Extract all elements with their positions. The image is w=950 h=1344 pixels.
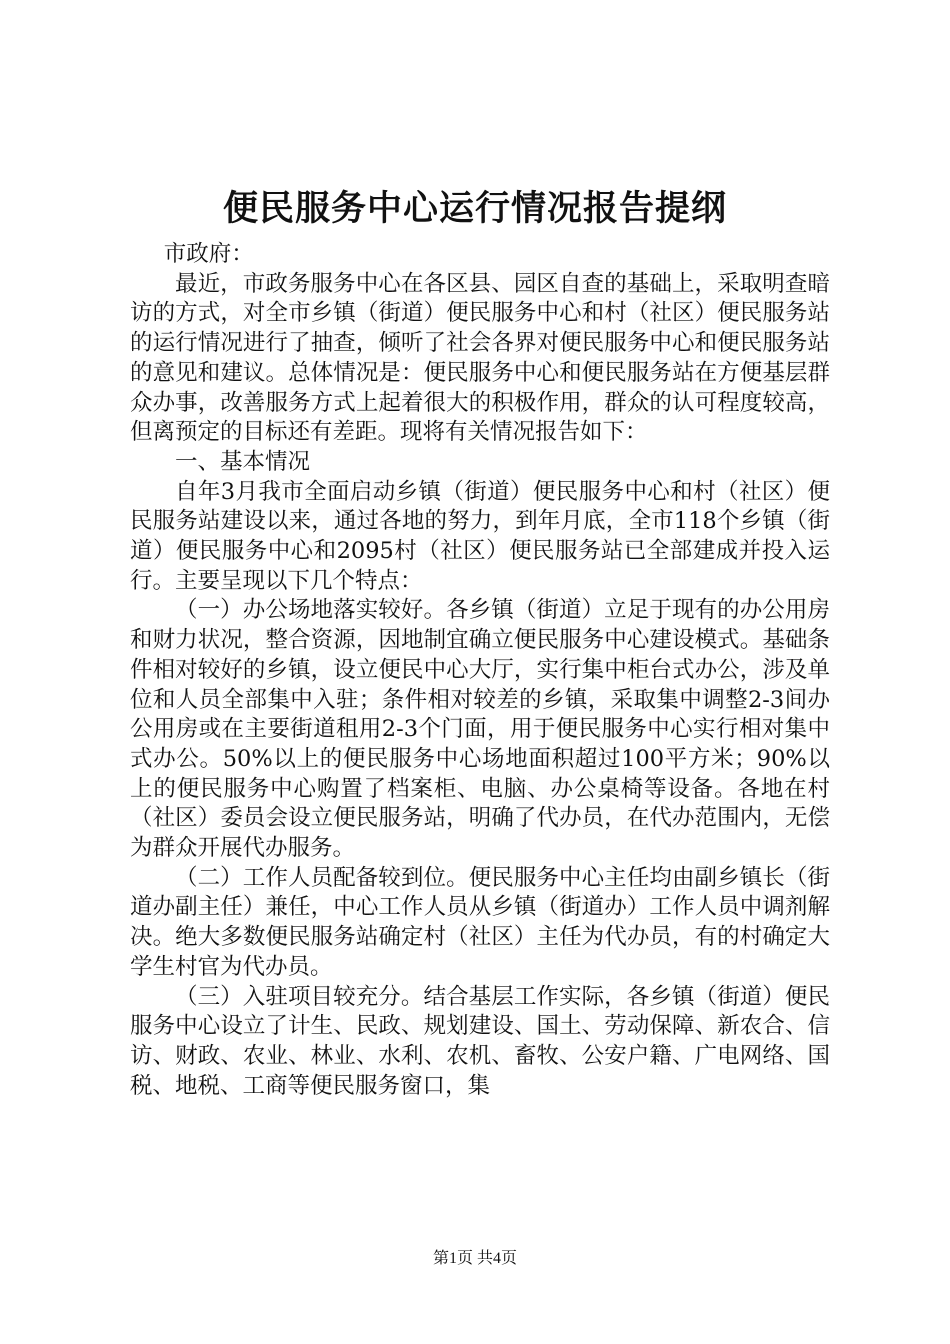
- section-heading-basic: 一、基本情况: [175, 448, 311, 475]
- document-body: [130, 240, 830, 1101]
- paragraph-staffing: （二）工作人员配备较到位。便民服务中心主任均由副乡镇长（街道办副主任）兼任，中心工作人员从乡镇（街道办）工作人员中调剂解决。绝大多数便民服务站确定村（社区）主任为代办员，有的村确定大学生村官为代办员。: [130, 864, 830, 980]
- salutation: 市政府：: [163, 241, 254, 267]
- paragraph-overview: 自年3月我市全面启动乡镇（街道）便民服务中心和村（社区）便民服务站建设以来，通过各地的努力，到年月底，全市118个乡镇（街道）便民服务中心和2095村（社区）便民服务站已全部建成并投入运行。主要呈现以下几个特点：: [130, 478, 830, 594]
- paragraph-office-space: （一）办公场地落实较好。各乡镇（街道）立足于现有的办公用房和财力状况，整合资源，因地制宜确立便民服务中心建设模式。基础条件相对较好的乡镇，设立便民中心大厅，实行集中柜台式办公，涉及单位和人员全部集中入驻；条件相对较差的乡镇，采取集中调整2-3间办公用房或在主要街道租用2-3个门面，用于便民服务中心实行相对集中式办公。50%以上的便民服务中心场地面积超过100平方米；90%以上的便民服务中心购置了档案柜、电脑、办公桌椅等设备。各地在村（社区）委员会设立便民服务站，明确了代办员，在代办范围内，无偿为群众开展代办服务。: [130, 597, 830, 862]
- page-number: 第1页 共4页: [432, 1250, 517, 1267]
- paragraph-projects: （三）入驻项目较充分。结合基层工作实际，各乡镇（街道）便民服务中心设立了计生、民政、规划建设、国土、劳动保障、新农合、信访、财政、农业、林业、水利、农机、畜牧、公安户籍、广电网络、国税、地税、工商等便民服务窗口，集: [130, 983, 830, 1099]
- document-title: 便民服务中心运行情况报告提纲: [222, 188, 727, 229]
- paragraph-intro: 最近，市政务服务中心在各区县、园区自查的基础上，采取明查暗访的方式，对全市乡镇（街道）便民服务中心和村（社区）便民服务站的运行情况进行了抽查，倾听了社会各界对便民服务中心和便民服务站的意见和建议。总体情况是：便民服务中心和便民服务站在方便基层群众办事，改善服务方式上起着很大的积极作用，群众的认可程度较高，但离预定的目标还有差距。现将有关情况报告如下：: [130, 270, 830, 446]
